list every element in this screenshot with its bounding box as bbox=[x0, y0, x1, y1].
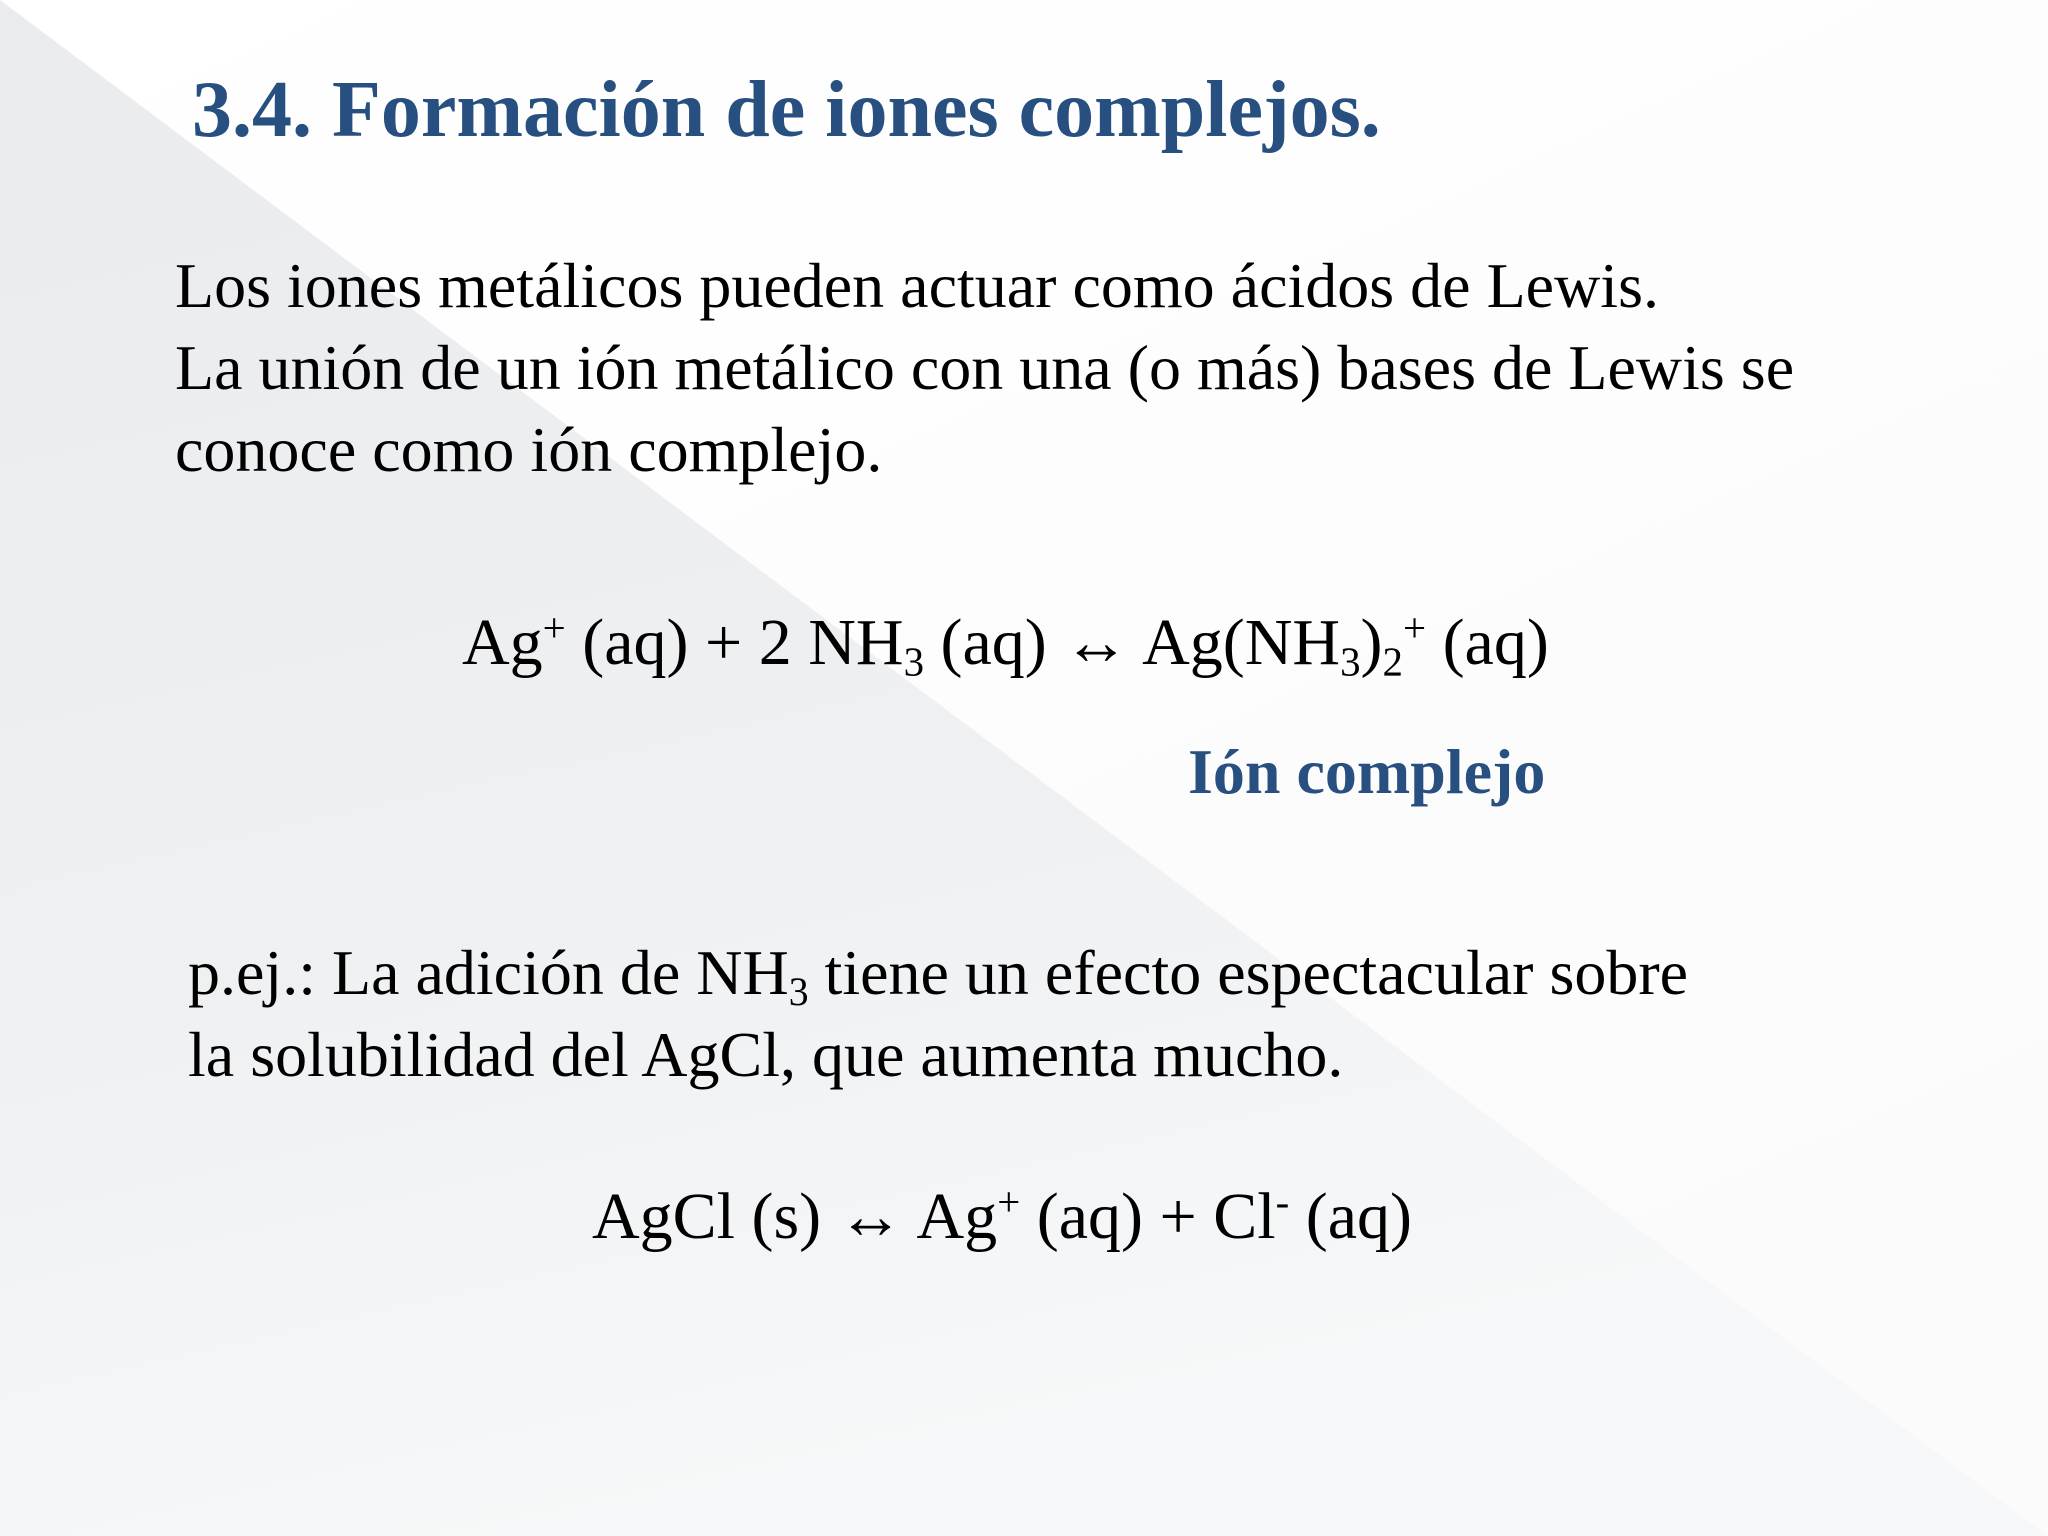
example-line-2: la solubilidad del AgCl, que aumenta mucho. bbox=[188, 1019, 1344, 1090]
complex-formation-equation bbox=[462, 603, 1549, 685]
intro-line-1: Los iones metálicos pueden actuar como ácidos de Lewis. bbox=[175, 250, 1659, 321]
example-line-1 bbox=[188, 932, 1688, 1014]
eq1-product-count: 2 bbox=[1382, 639, 1403, 685]
intro-line-2: La unión de un ión metálico con una (o más) bases de Lewis se bbox=[175, 332, 1795, 403]
example-line-1-start: p.ej.: La adición de NH bbox=[188, 937, 789, 1008]
eq2-end: (aq) bbox=[1289, 1180, 1412, 1253]
example-paragraph bbox=[188, 932, 1688, 1096]
eq1-reactants: (aq) + 2 NH bbox=[565, 606, 904, 679]
eq1-ag-charge: + bbox=[542, 605, 566, 651]
eq1-nh3-subscript: 3 bbox=[903, 639, 925, 685]
eq1-product-charge: + bbox=[1402, 605, 1427, 651]
eq1-paren: ) bbox=[1360, 606, 1383, 679]
eq2-cl-charge: - bbox=[1275, 1179, 1290, 1225]
eq1-ag: Ag bbox=[462, 606, 543, 679]
eq2-ag-charge: + bbox=[997, 1179, 1021, 1225]
eq2-middle: (aq) + Cl bbox=[1020, 1180, 1276, 1253]
dissolution-equation bbox=[592, 1177, 1412, 1256]
example-line-1-end: tiene un efecto espectacular sobre bbox=[808, 937, 1689, 1008]
eq1-product-nh3-subscript: 3 bbox=[1340, 639, 1361, 685]
eq1-product: (aq) ↔ Ag(NH bbox=[924, 606, 1341, 679]
eq2-start: AgCl (s) ↔ Ag bbox=[592, 1180, 998, 1253]
slide-title: 3.4. Formación de iones complejos. bbox=[192, 66, 1381, 154]
complex-ion-label: Ión complejo bbox=[1188, 736, 1546, 807]
intro-line-3: conoce como ión complejo. bbox=[175, 414, 883, 485]
eq1-product-state: (aq) bbox=[1426, 606, 1549, 679]
example-nh3-subscript: 3 bbox=[788, 970, 809, 1015]
intro-paragraph bbox=[175, 245, 1975, 491]
